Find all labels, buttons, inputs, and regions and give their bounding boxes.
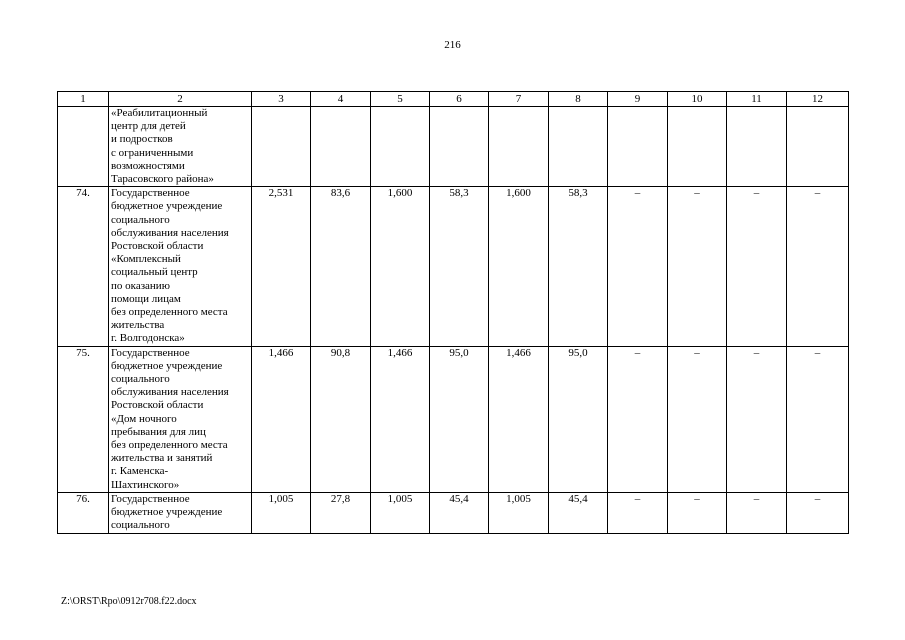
value-cell [787,107,849,187]
header-row [58,92,849,107]
value-cell: 95,0 [430,346,489,492]
value-cell: 1,005 [252,492,311,533]
value-cell: – [668,187,727,346]
value-cell: – [668,492,727,533]
row-number: 75. [58,346,109,492]
value-cell: – [608,492,668,533]
value-cell: – [727,187,787,346]
value-cell: – [727,492,787,533]
column-header: 10 [668,92,727,107]
value-cell: – [608,187,668,346]
value-cell: 1,600 [371,187,430,346]
row-number [58,107,109,187]
table-row [58,492,849,533]
value-cell: 1,466 [371,346,430,492]
table-row [58,346,849,492]
value-cell: 95,0 [549,346,608,492]
value-cell: 90,8 [311,346,371,492]
value-cell [252,107,311,187]
value-cell [668,107,727,187]
value-cell: – [727,346,787,492]
value-cell: 2,531 [252,187,311,346]
page-number: 216 [444,39,461,51]
institution-name: Государственное бюджетное учреждение социального обслуживания населения Ростовской области «Комплексный социальный центр по оказанию помощи лицам без определенного места жительства г. Волгодонска» [109,187,252,346]
column-header: 6 [430,92,489,107]
institution-name: Государственное бюджетное учреждение социального обслуживания населения Ростовской области «Дом ночного пребывания для лиц без определенного места жительства и занятий г. Каменска- Шахтинского» [109,346,252,492]
column-header: 3 [252,92,311,107]
value-cell: 1,005 [489,492,549,533]
value-cell: 27,8 [311,492,371,533]
value-cell: 1,466 [489,346,549,492]
value-cell: 83,6 [311,187,371,346]
column-header: 9 [608,92,668,107]
value-cell [608,107,668,187]
table-row [58,187,849,346]
institution-name: «Реабилитационный центр для детей и подростков с ограниченными возможностями Тарасовского района» [109,107,252,187]
value-cell: – [787,346,849,492]
row-number: 74. [58,187,109,346]
value-cell: 1,005 [371,492,430,533]
value-cell: – [608,346,668,492]
value-cell [727,107,787,187]
value-cell: 1,600 [489,187,549,346]
value-cell [549,107,608,187]
value-cell: – [787,492,849,533]
column-header: 12 [787,92,849,107]
value-cell: – [787,187,849,346]
institution-name: Государственное бюджетное учреждение социального [109,492,252,533]
data-table [57,91,849,534]
value-cell [489,107,549,187]
column-header: 1 [58,92,109,107]
column-header: 7 [489,92,549,107]
value-cell: 58,3 [549,187,608,346]
row-number: 76. [58,492,109,533]
value-cell: – [668,346,727,492]
value-cell [430,107,489,187]
value-cell: 1,466 [252,346,311,492]
column-header: 4 [311,92,371,107]
column-header: 2 [109,92,252,107]
column-header: 5 [371,92,430,107]
footer-file-path: Z:\ORST\Rpo\0912r708.f22.docx [61,596,197,607]
column-header: 8 [549,92,608,107]
value-cell: 45,4 [549,492,608,533]
table-row [58,107,849,187]
value-cell: 58,3 [430,187,489,346]
value-cell: 45,4 [430,492,489,533]
value-cell [311,107,371,187]
value-cell [371,107,430,187]
column-header: 11 [727,92,787,107]
